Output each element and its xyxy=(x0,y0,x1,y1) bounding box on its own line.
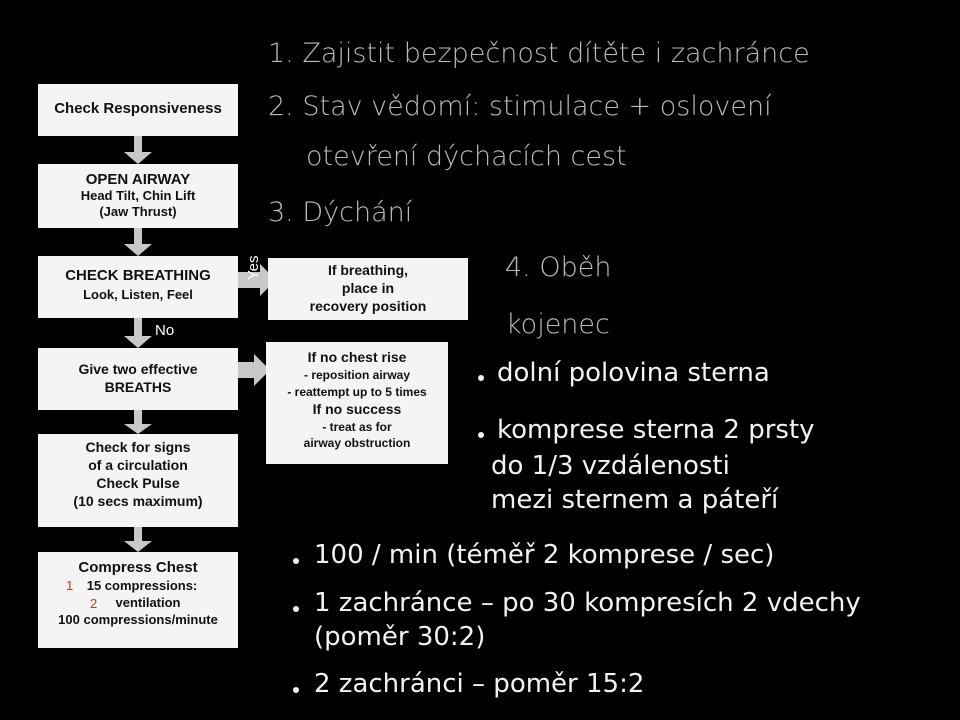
check-responsiveness-text: Check Responsiveness xyxy=(54,100,222,117)
overlay-number-1: 1 xyxy=(66,578,74,593)
overlay-number-2: 2 xyxy=(90,596,98,611)
open-airway-line-2: Head Tilt, Chin Lift xyxy=(80,188,196,203)
recovery-line-3: recovery position xyxy=(309,298,427,314)
no-chest-rise-line-3: - reattempt up to 5 times xyxy=(287,385,427,399)
no-chest-rise-line-2: - reposition airway xyxy=(303,368,411,382)
rule-rate: 100 / min (téměř 2 komprese / sec) xyxy=(314,540,775,570)
check-breathing-line-2: Look, Listen, Feel xyxy=(83,287,193,302)
label-yes: Yes xyxy=(245,255,262,280)
check-circulation-line-4: (10 secs maximum) xyxy=(73,493,203,509)
give-breaths-line-1: Give two effective xyxy=(78,361,198,377)
check-circulation-line-2: of a circulation xyxy=(88,457,188,473)
no-chest-rise-line-1: If no chest rise xyxy=(307,349,407,365)
circulation-title: 4. Oběh xyxy=(505,252,612,283)
bullet-lower-sternum: dolní polovina sterna xyxy=(497,358,770,388)
rule-one-rescuer-ratio: (poměr 30:2) xyxy=(314,622,486,652)
no-chest-rise-line-5: - treat as for xyxy=(322,420,392,434)
give-breaths-line-2: BREATHS xyxy=(104,379,172,395)
step-1: 1. Zajistit bezpečnost dítěte i zachránce xyxy=(268,38,810,69)
step-3: 3. Dýchání xyxy=(268,197,413,228)
bullet-dot xyxy=(293,606,299,612)
compress-chest-title: Compress Chest xyxy=(78,559,198,576)
recovery-line-1: If breathing, xyxy=(327,262,409,278)
check-circulation-line-3: Check Pulse xyxy=(96,475,180,491)
step-2: 2. Stav vědomí: stimulace + oslovení xyxy=(268,91,772,122)
rule-one-rescuer: 1 zachránce – po 30 kompresích 2 vdechy xyxy=(314,588,861,618)
bullet-dot xyxy=(478,432,484,438)
recovery-line-2: place in xyxy=(341,280,395,296)
compress-chest-line-2: 15 compressions: xyxy=(86,578,198,593)
compression-depth-line-2: mezi sternem a páteří xyxy=(491,485,779,515)
compression-depth-line-1: do 1/3 vzdálenosti xyxy=(491,451,730,481)
compress-chest-line-4: 100 compressions/minute xyxy=(58,612,218,627)
bullet-dot xyxy=(293,687,299,693)
check-breathing-title: CHECK BREATHING xyxy=(65,267,211,284)
no-chest-rise-line-6: airway obstruction xyxy=(303,436,411,450)
label-no: No xyxy=(155,322,175,339)
check-circulation-line-1: Check for signs xyxy=(85,439,191,455)
circulation-subtitle: kojenec xyxy=(506,309,610,340)
no-chest-rise-line-4: If no success xyxy=(312,401,402,417)
step-2-continuation: otevření dýchacích cest xyxy=(306,141,627,172)
open-airway-title: OPEN AIRWAY xyxy=(85,171,191,188)
bullet-dot xyxy=(293,558,299,564)
open-airway-line-3: (Jaw Thrust) xyxy=(99,204,177,219)
bullet-compression-fingers: komprese sterna 2 prsty xyxy=(497,415,815,445)
rule-two-rescuers: 2 zachránci – poměr 15:2 xyxy=(314,669,645,699)
bullet-dot xyxy=(478,375,484,381)
compress-chest-line-3: ventilation xyxy=(115,595,181,610)
